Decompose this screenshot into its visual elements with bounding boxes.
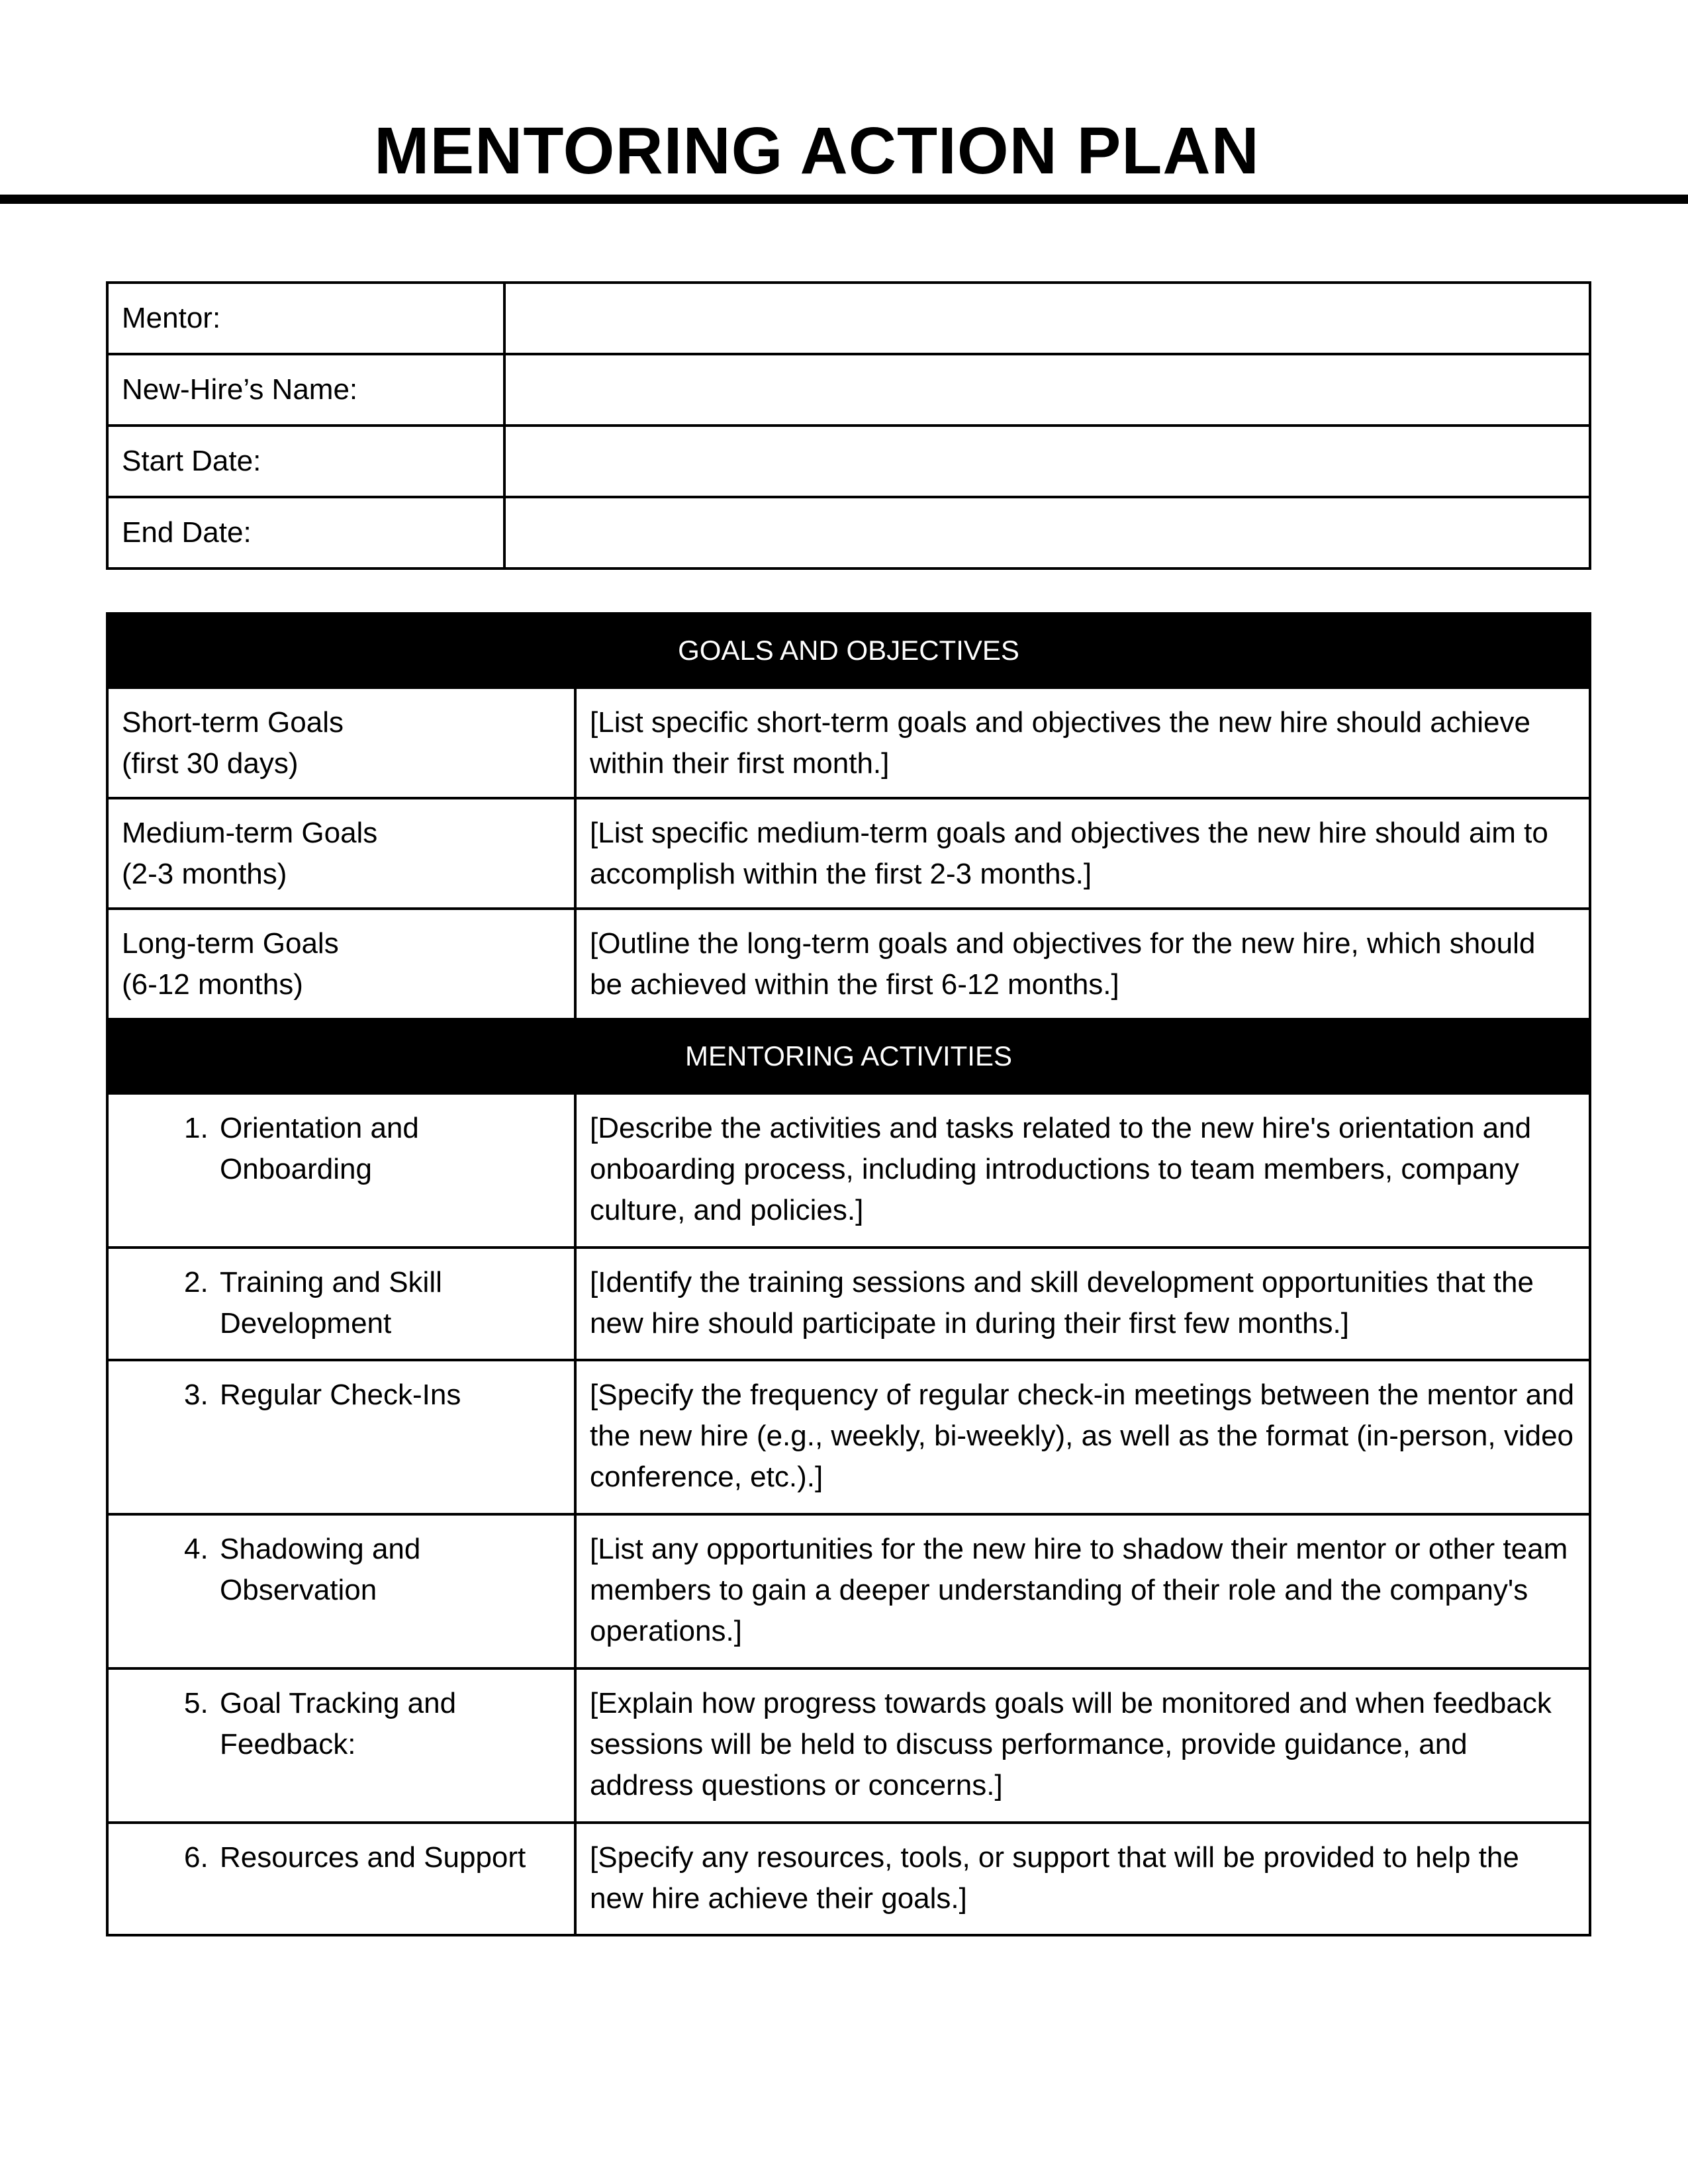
activity-number: 3.: [184, 1379, 209, 1411]
activity-label: Shadowing and Observation: [220, 1533, 421, 1606]
end-date-field[interactable]: [504, 497, 1590, 569]
activity-label-cell: [107, 1668, 575, 1823]
activity-number: 2.: [184, 1266, 209, 1298]
start-date-field[interactable]: [504, 426, 1590, 497]
activity-item: [122, 1529, 561, 1611]
mentor-field[interactable]: [504, 283, 1590, 354]
info-row-end-date: [107, 497, 1590, 569]
activity-label-cell: [107, 1093, 575, 1248]
activity-label-cell: [107, 1360, 575, 1514]
goal-label: [107, 688, 575, 798]
activities-section-header: [107, 1019, 1590, 1093]
activity-label-cell: [107, 1248, 575, 1360]
info-row-start-date: [107, 426, 1590, 497]
goal-row-short-term: [107, 688, 1590, 798]
activity-number: 4.: [184, 1533, 209, 1565]
participant-info-table: [106, 281, 1591, 570]
end-date-label: End Date:: [107, 497, 504, 569]
activity-label: Resources and Support: [220, 1841, 526, 1874]
activity-description[interactable]: [Specify the frequency of regular check-in meetings between the mentor and the new hire (e.g., weekly, bi-weekly), as well as the format (in-person, video conference, etc.).]: [575, 1360, 1590, 1514]
activities-header-label: MENTORING ACTIVITIES: [107, 1019, 1590, 1093]
goal-label-title: Short-term Goals: [122, 706, 344, 739]
action-plan-table: [106, 612, 1591, 1936]
activity-item: [122, 1108, 561, 1190]
goal-label-period: (first 30 days): [122, 747, 299, 780]
goal-label-period: (2-3 months): [122, 858, 287, 890]
info-row-new-hire-name: [107, 354, 1590, 426]
goals-section-header: [107, 614, 1590, 688]
activity-label-cell: [107, 1823, 575, 1935]
goals-header-label: GOALS AND OBJECTIVES: [107, 614, 1590, 688]
activity-label: Goal Tracking and Feedback:: [220, 1687, 457, 1760]
activity-description[interactable]: [Explain how progress towards goals will be monitored and when feedback sessions will be held to discuss performance, provide guidance, and address questions or concerns.]: [575, 1668, 1590, 1823]
goal-row-long-term: [107, 909, 1590, 1019]
goal-description[interactable]: [List specific medium-term goals and objectives the new hire should aim to accomplish within the first 2-3 months.]: [575, 798, 1590, 909]
activity-description[interactable]: [List any opportunities for the new hire to shadow their mentor or other team members to gain a deeper understanding of their role and the company's operations.]: [575, 1514, 1590, 1668]
goal-label: [107, 798, 575, 909]
activity-label: Orientation and Onboarding: [220, 1112, 419, 1185]
goal-label-period: (6-12 months): [122, 968, 303, 1001]
mentor-label: Mentor:: [107, 283, 504, 354]
activity-item: [122, 1262, 561, 1344]
activity-description[interactable]: [Identify the training sessions and skill development opportunities that the new hire should participate in during their first few months.]: [575, 1248, 1590, 1360]
new-hire-name-label: New-Hire’s Name:: [107, 354, 504, 426]
new-hire-name-field[interactable]: [504, 354, 1590, 426]
activity-row-training: [107, 1248, 1590, 1360]
activity-description[interactable]: [Specify any resources, tools, or support that will be provided to help the new hire achieve their goals.]: [575, 1823, 1590, 1935]
goal-row-medium-term: [107, 798, 1590, 909]
page-title: MENTORING ACTION PLAN: [374, 114, 1260, 188]
goal-label: [107, 909, 575, 1019]
activity-row-orientation: [107, 1093, 1590, 1248]
activity-row-shadowing: [107, 1514, 1590, 1668]
activity-label-cell: [107, 1514, 575, 1668]
start-date-label: Start Date:: [107, 426, 504, 497]
goal-label-title: Medium-term Goals: [122, 817, 378, 849]
goal-label-title: Long-term Goals: [122, 927, 339, 960]
title-divider: [0, 195, 1688, 204]
activity-row-goal-tracking: [107, 1668, 1590, 1823]
activity-row-check-ins: [107, 1360, 1590, 1514]
activity-item: [122, 1837, 561, 1878]
activity-item: [122, 1683, 561, 1765]
activity-label: Regular Check-Ins: [220, 1379, 461, 1411]
activity-item: [122, 1375, 561, 1416]
activity-number: 1.: [184, 1112, 209, 1144]
info-row-mentor: [107, 283, 1590, 354]
activity-label: Training and Skill Development: [220, 1266, 442, 1340]
goal-description[interactable]: [Outline the long-term goals and objectives for the new hire, which should be achieved within the first 6-12 months.]: [575, 909, 1590, 1019]
activity-number: 5.: [184, 1687, 209, 1719]
activity-description[interactable]: [Describe the activities and tasks related to the new hire's orientation and onboarding process, including introductions to team members, company culture, and policies.]: [575, 1093, 1590, 1248]
activity-number: 6.: [184, 1841, 209, 1874]
goal-description[interactable]: [List specific short-term goals and objectives the new hire should achieve within their first month.]: [575, 688, 1590, 798]
activity-row-resources: [107, 1823, 1590, 1935]
